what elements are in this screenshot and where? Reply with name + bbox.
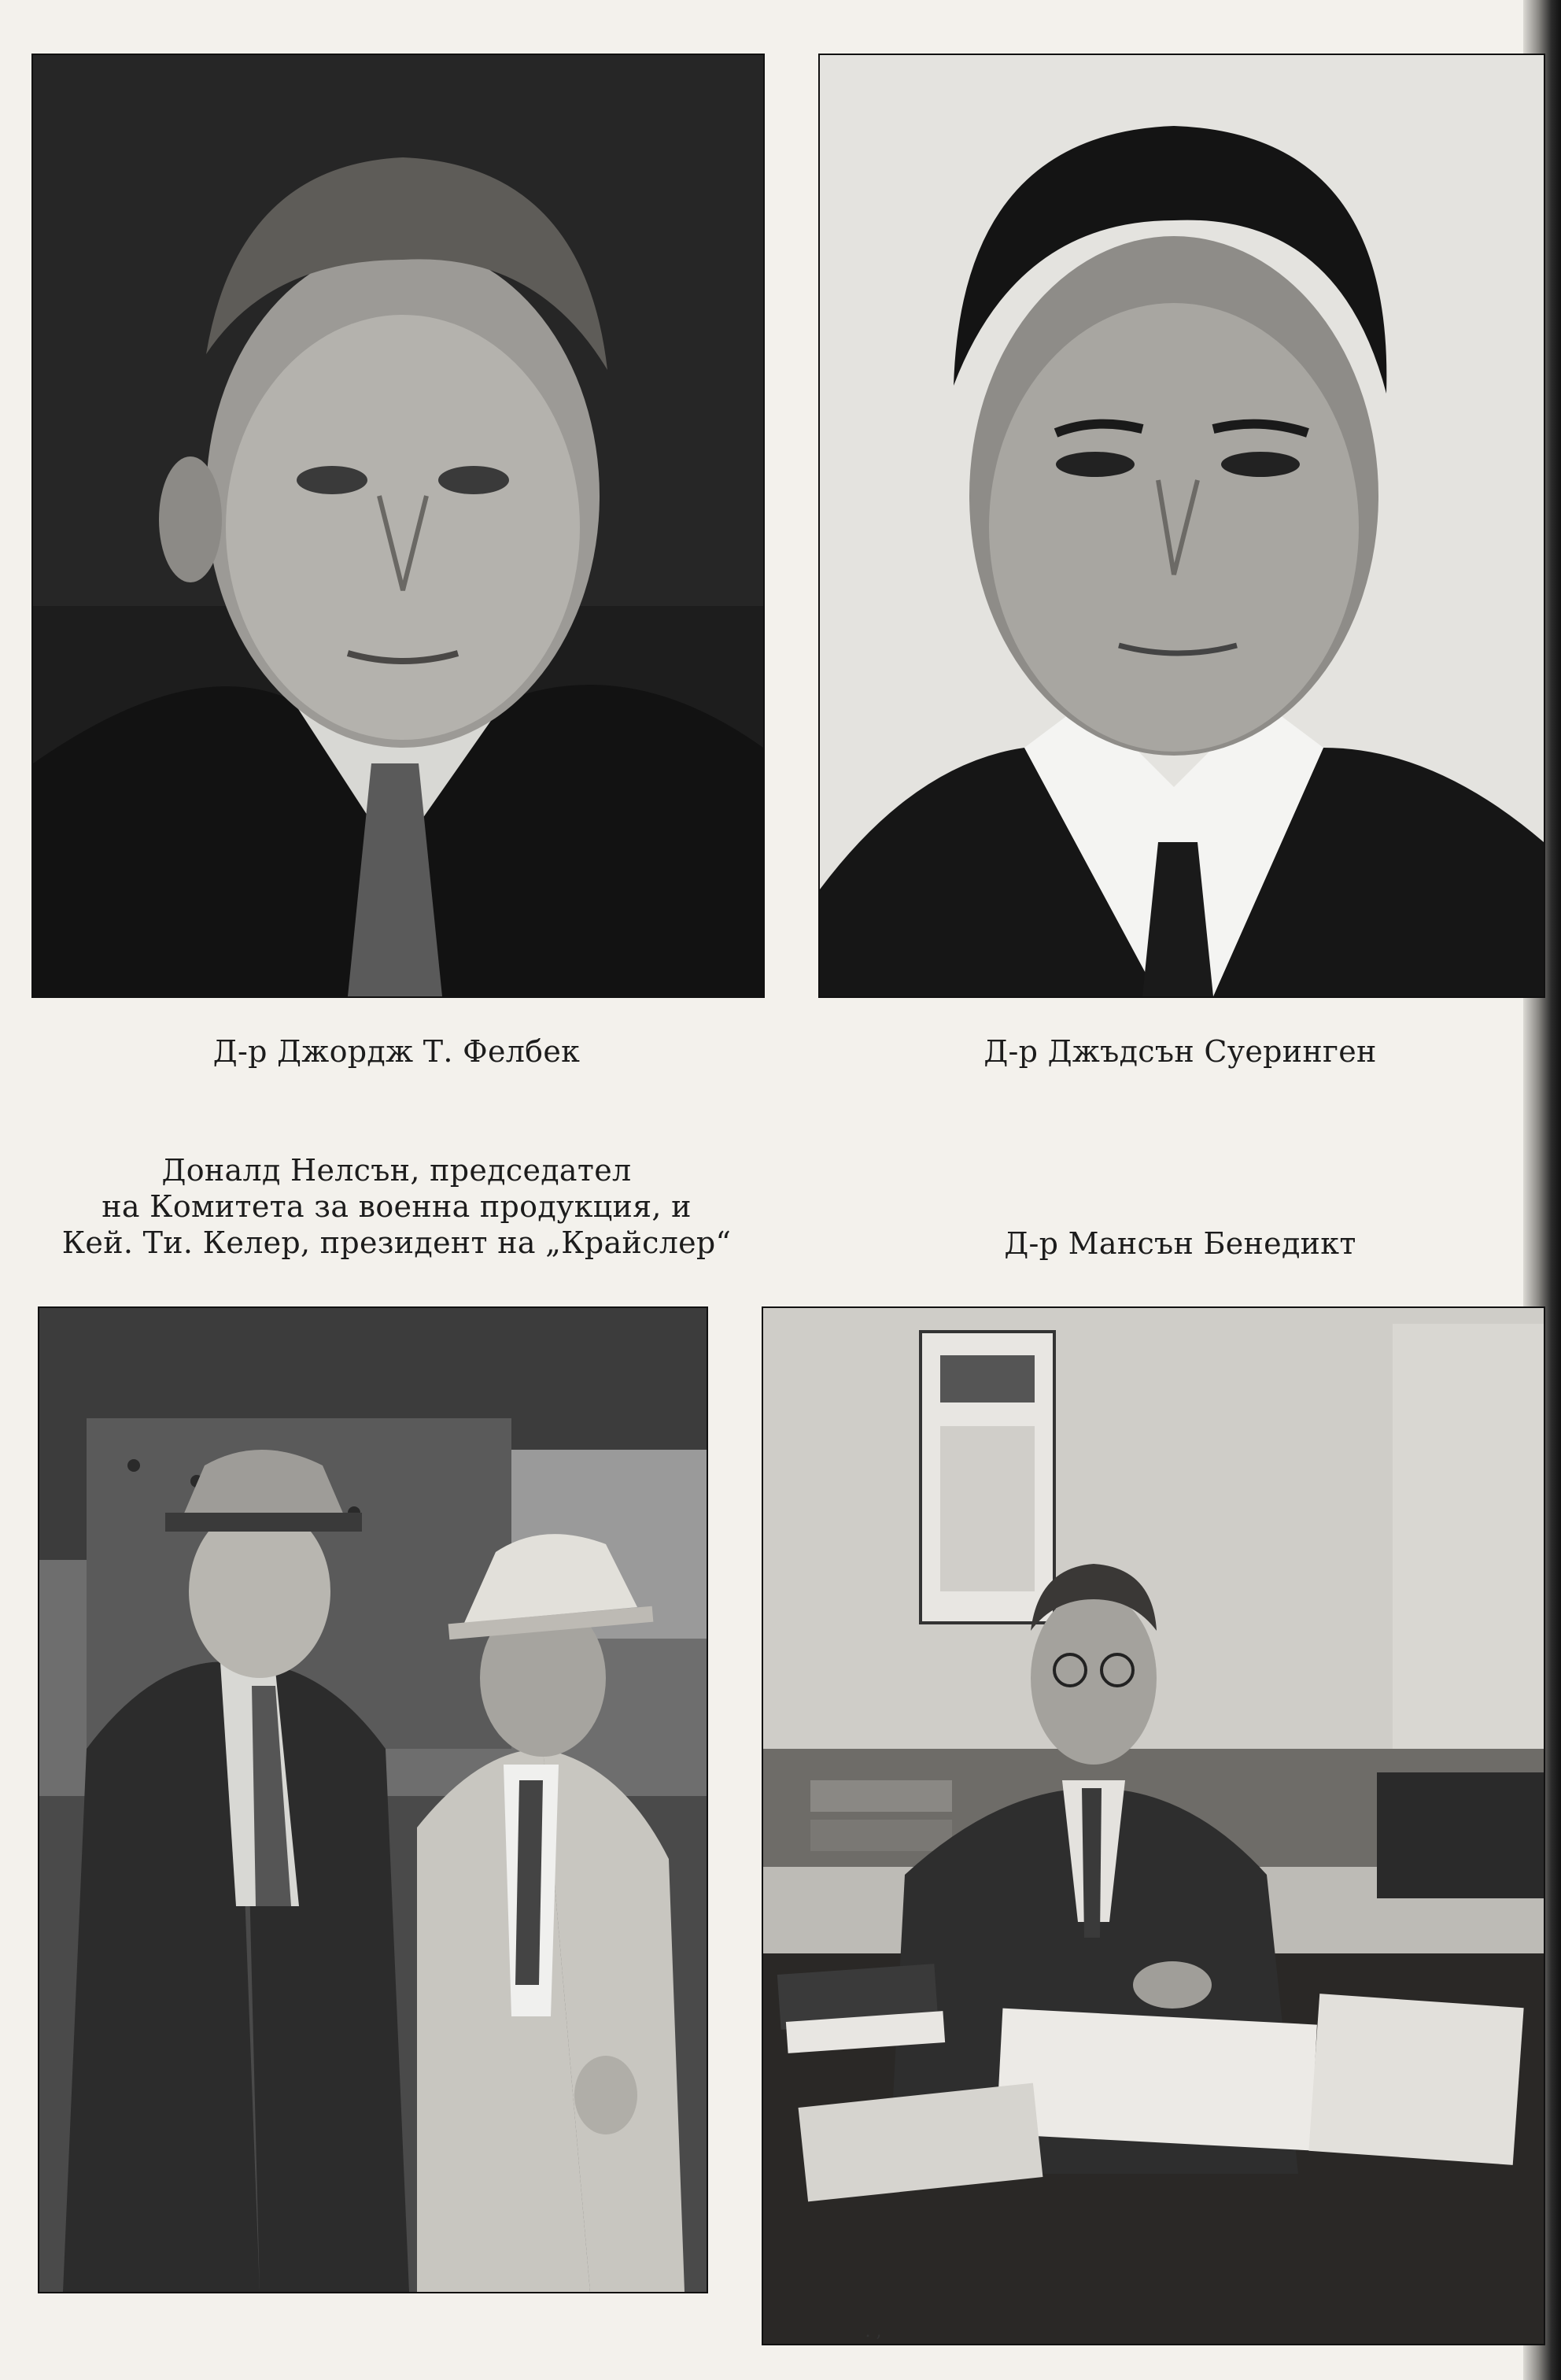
- page-folio-mark: . ,: [865, 2322, 882, 2341]
- caption-swearingen: Д-р Джъдсън Суеринген: [983, 1034, 1377, 1069]
- photo-felbek-portrait: [31, 54, 765, 998]
- photo-nelson-keller: [38, 1306, 708, 2293]
- caption-felbek: Д-р Джордж Т. Фелбек: [212, 1034, 581, 1069]
- photo-swearingen-portrait: [818, 54, 1545, 998]
- photo-benedict-desk: [762, 1306, 1545, 2345]
- caption-line: Кей. Ти. Келер, президент на „Крайслер“: [61, 1225, 732, 1260]
- caption-nelson-keller: [31, 1152, 762, 1261]
- caption-benedict: Д-р Мансън Бенедикт: [1004, 1226, 1356, 1261]
- caption-line: на Комитета за военна продукция, и: [101, 1189, 692, 1224]
- caption-line: Доналд Нелсън, председател: [161, 1153, 632, 1188]
